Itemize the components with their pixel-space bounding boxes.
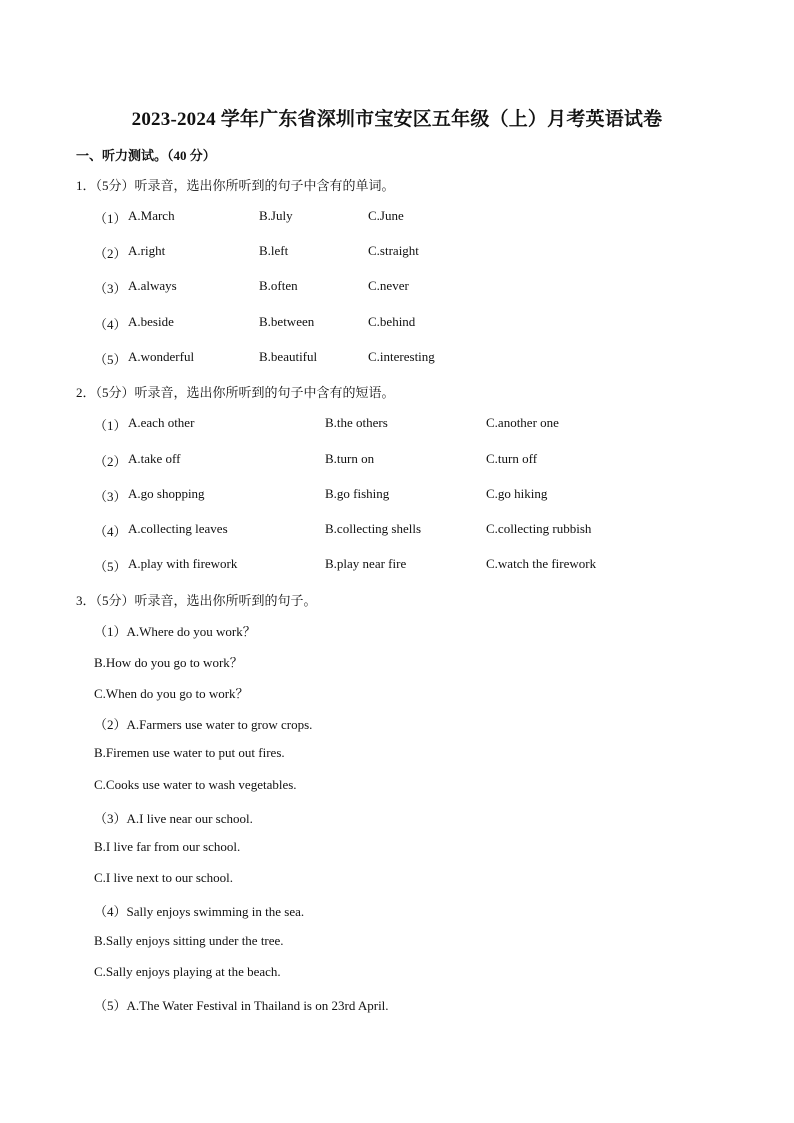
option-c: C.go hiking [486,486,548,501]
option-b: B.between [259,314,315,329]
q3-line: （3）A.I live near our school. [94,811,253,826]
option-c: C.watch the firework [486,556,597,571]
question-2-stem: 2．（5分）听录音，选出你所听到的句子中含有的短语。 [76,385,395,400]
item-number: （4） [94,524,127,539]
option-a: A.each other [128,415,195,430]
option-c: C.straight [368,243,419,258]
option-c: C.another one [486,415,559,430]
option-c: C.behind [368,314,416,329]
option-c: C.collecting rubbish [486,521,592,536]
option-c: C.interesting [368,349,435,364]
option-b: B.July [259,208,293,223]
item-number: （4） [94,317,127,332]
option-a: A.beside [128,314,174,329]
option-b: B.left [259,243,289,258]
option-b: B.play near fire [325,556,407,571]
item-number: （1） [94,418,127,433]
q3-line: C.Cooks use water to wash vegetables. [94,777,297,792]
option-a: A.take off [128,451,181,466]
item-number: （5） [94,352,127,367]
item-number: （3） [94,281,127,296]
item-number: （2） [94,454,127,469]
option-c: C.June [368,208,404,223]
q3-line: （1）A.Where do you work？ [94,624,256,639]
q3-line: （5）A.The Water Festival in Thailand is on 23rd April. [94,998,389,1013]
item-number: （2） [94,246,127,261]
section-heading-listening: 一、听力测试。（40 分） [76,148,216,163]
option-b: B.the others [325,415,388,430]
option-a: A.always [128,278,177,293]
option-b: B.collecting shells [325,521,422,536]
option-a: A.right [128,243,166,258]
q3-line: B.I live far from our school. [94,839,241,854]
q3-line: C.I live next to our school. [94,870,234,885]
q3-line: B.Sally enjoys sitting under the tree. [94,933,284,948]
option-a: A.wonderful [128,349,195,364]
item-number: （1） [94,211,127,226]
option-b: B.turn on [325,451,375,466]
q3-line: B.Firemen use water to put out fires. [94,745,285,760]
q3-line: （4）Sally enjoys swimming in the sea. [94,904,305,919]
question-1-stem: 1．（5分）听录音，选出你所听到的句子中含有的单词。 [76,178,395,193]
option-b: B.beautiful [259,349,318,364]
q3-line: C.When do you go to work？ [94,686,249,701]
option-b: B.often [259,278,298,293]
q3-line: C.Sally enjoys playing at the beach. [94,964,281,979]
option-b: B.go fishing [325,486,390,501]
question-3-stem: 3．（5分）听录音，选出你所听到的句子。 [76,593,317,608]
option-a: A.go shopping [128,486,205,501]
q3-line: （2）A.Farmers use water to grow crops. [94,717,313,732]
item-number: （3） [94,489,127,504]
exam-title: 2023-2024 学年广东省深圳市宝安区五年级（上）月考英语试卷 [131,109,663,130]
item-number: （5） [94,559,127,574]
option-c: C.never [368,278,409,293]
option-a: A.March [128,208,175,223]
option-a: A.play with firework [128,556,238,571]
option-c: C.turn off [486,451,538,466]
option-a: A.collecting leaves [128,521,228,536]
q3-line: B.How do you go to work？ [94,655,243,670]
